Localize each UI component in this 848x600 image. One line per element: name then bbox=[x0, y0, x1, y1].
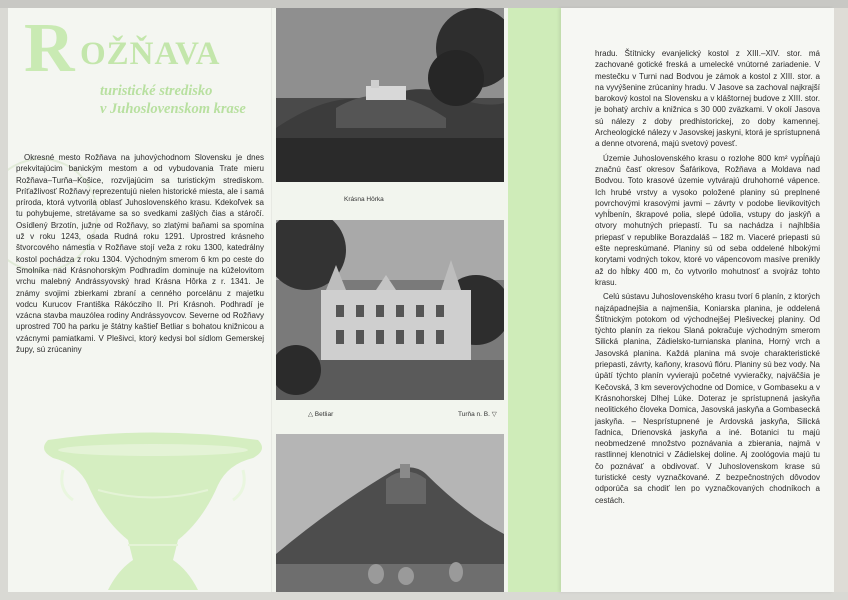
subtitle bbox=[100, 82, 246, 118]
left-panel bbox=[8, 8, 272, 592]
photo-betliar bbox=[276, 220, 504, 400]
middle-panel bbox=[272, 8, 561, 592]
title-initial: R bbox=[24, 10, 75, 87]
subtitle-line-2: v Juhoslovenskom krase bbox=[100, 101, 246, 117]
right-body-text bbox=[595, 48, 820, 509]
subtitle-line-1: turistické stredisko bbox=[100, 83, 213, 99]
photo-krasna-horka bbox=[276, 8, 504, 182]
left-body-text bbox=[16, 152, 264, 355]
green-stripe bbox=[508, 8, 561, 592]
background-strip bbox=[0, 0, 848, 8]
caption-turna: Turňa n. B. ▽ bbox=[458, 411, 497, 418]
caption-betliar: △ Betliar bbox=[308, 411, 334, 418]
photo-turna bbox=[276, 434, 504, 592]
paragraph: hradu. Štítnicky evanjelický kostol z XIII.–XIV. stor. má zachované gotické freská a umelecké vnútorné zariadenie. V mestečku v Turni nad Bodvou je zámok a kostol z XIII. stor. a na vyvýšenine zrúcaniny hradu. V Jasove sa zachoval najkrajší barokový kostol na Slovensku a v kláštornej budove z XIII. stor. je bohatý archív a knižnica s 30 000 zväzkami. V okolí Jasova sú nálezy z doby predhistorickej, zo doby kamennej. Archeologické nálezy v Jasovskej jaskyni, ktorá je sprístupnená a denne otvorená, majú svetový povesť. bbox=[595, 49, 820, 149]
panel-edge bbox=[834, 8, 848, 592]
title-text: OŽŇAVA bbox=[80, 36, 221, 72]
paragraph: Územie Juhoslovenského krasu o rozlohe 800 km² vypĺňajú značnú časť okresov Šafárikova, Rožňava a Moldava nad Bodvou. Toto krasové územie vytvárajú druhohorné vápence. Ich hrubé vrstvy a vysoko položené planiny sú preplnené povrchovými krasovými javmi – závrty v podobe lievikovitých vyhĺbenín, škrapové polia, slepé údolia, vstupy do jaskýň a otvory mohutných priepastí. Tu sa nachádza i najhlbšia priepasť v republike Borazdaláš – 182 m. Viaceré priepasti sú ešte nepreskúmané. Planiny sú od seba oddelené hlbokými korytami vodných tokov, ktoré vo vápencovom masíve prenikly až do hĺbky 400 m, čo vytvorilo mohutnosť a svojráz tohto krasu. bbox=[595, 153, 820, 287]
caption-krasna-horka: Krásna Hôrka bbox=[344, 196, 384, 203]
vase-illustration bbox=[28, 430, 272, 592]
paragraph: Okresné mesto Rožňava na juhovýchodnom Slovensku je dnes prekvitajúcim banickým mestom a od vybudovania Trate mieru Rožňava–Turňa–Košice, rozvíjajúcim sa turistickým strediskom. Príťažlivosť Rožňavy reprezentujú nielen historické miesta, ale i samá príroda, ktorá vytvorila oblasť Juhoslovenského krasu. Kdekoľvek sa tu pohybujeme, stretávame sa so svedkami zašlých čias a stáročí. Osídlený Brzotín, južne od Rožňavy, so zlatými baňami sa spomína už v roku 1243, osada Rudná roku 1291. Uprostred krásneho štvorcového námestia v Rožňave stojí veža z roku 1300, katedrálny kostol pochádza z roku 1304. Východným smerom 6 km po ceste do Smolníka nad Krásnohorským Podhradím dominuje na kúželovitom vrchu malebný Andrássyovský hrad Krásna Hôrka z r. 1341. Je známy svojimi zbierkami zbraní a cenného porcelánu z majetku vodcu Kurucov Františka Rákócziho II. Pri Krásnoh. Podhradí je vzácna stavba mauzólea rodiny Andrássyovcov. Severne od Rožňavy uprostred 700 ha parku je štátny kaštieľ Betliar s bohatou knižnicou a vzácnymi pamiatkami. V Plešivci, ktorý kedysi bol sídlom Gemerskej župy, sú zrúcaniny bbox=[16, 153, 264, 355]
paragraph: Celú sústavu Juhoslovenského krasu tvorí 6 planín, z ktorých najzápadnejšia a najmenšia, Koniarska planina, je oddelená Štítnickým potokom od východnejšej Plešiveckej planiny. Od týchto planín za riekou Slaná pokračuje východným smerom Silická planina, Zádielsko-turnianska planina, Horný vrch a Jasovská planina. Každá planina má svoje charakteristické priepasti, závrty, kaňony, krasovú flóru. Planiny sú bez vody. Na úpätí týchto planín vyvierajú početné vyvieračky, najväčšia je Kečovská, 3 km severovýchodne od Domice, v Gombaseku a v Krásnohorskej Dlhej Lúke. Doteraz je sprístupnená jaskyňa neolitického človeka Domica, Jasovská jaskyňa a Gombasecká jaskyňa. – Nesprístupnené je Ardovská jaskyňa, Silická ľadnica, Drienovská jaskyňa a iné. Botanici tu majú neobmedzené množstvo poznávania a zbierania, najmä v rastlinnej klenotnici v Zádielskej doline. Aj zoológovia majú tu čo poznávať a obdivovať. V Juhoslovenskom krase sú turistické cesty vyznačkované. Z bezpečnostných dôvodov odporúča sa chodiť len po vyznačkovaných chodníkoch a cestách. bbox=[595, 292, 820, 505]
